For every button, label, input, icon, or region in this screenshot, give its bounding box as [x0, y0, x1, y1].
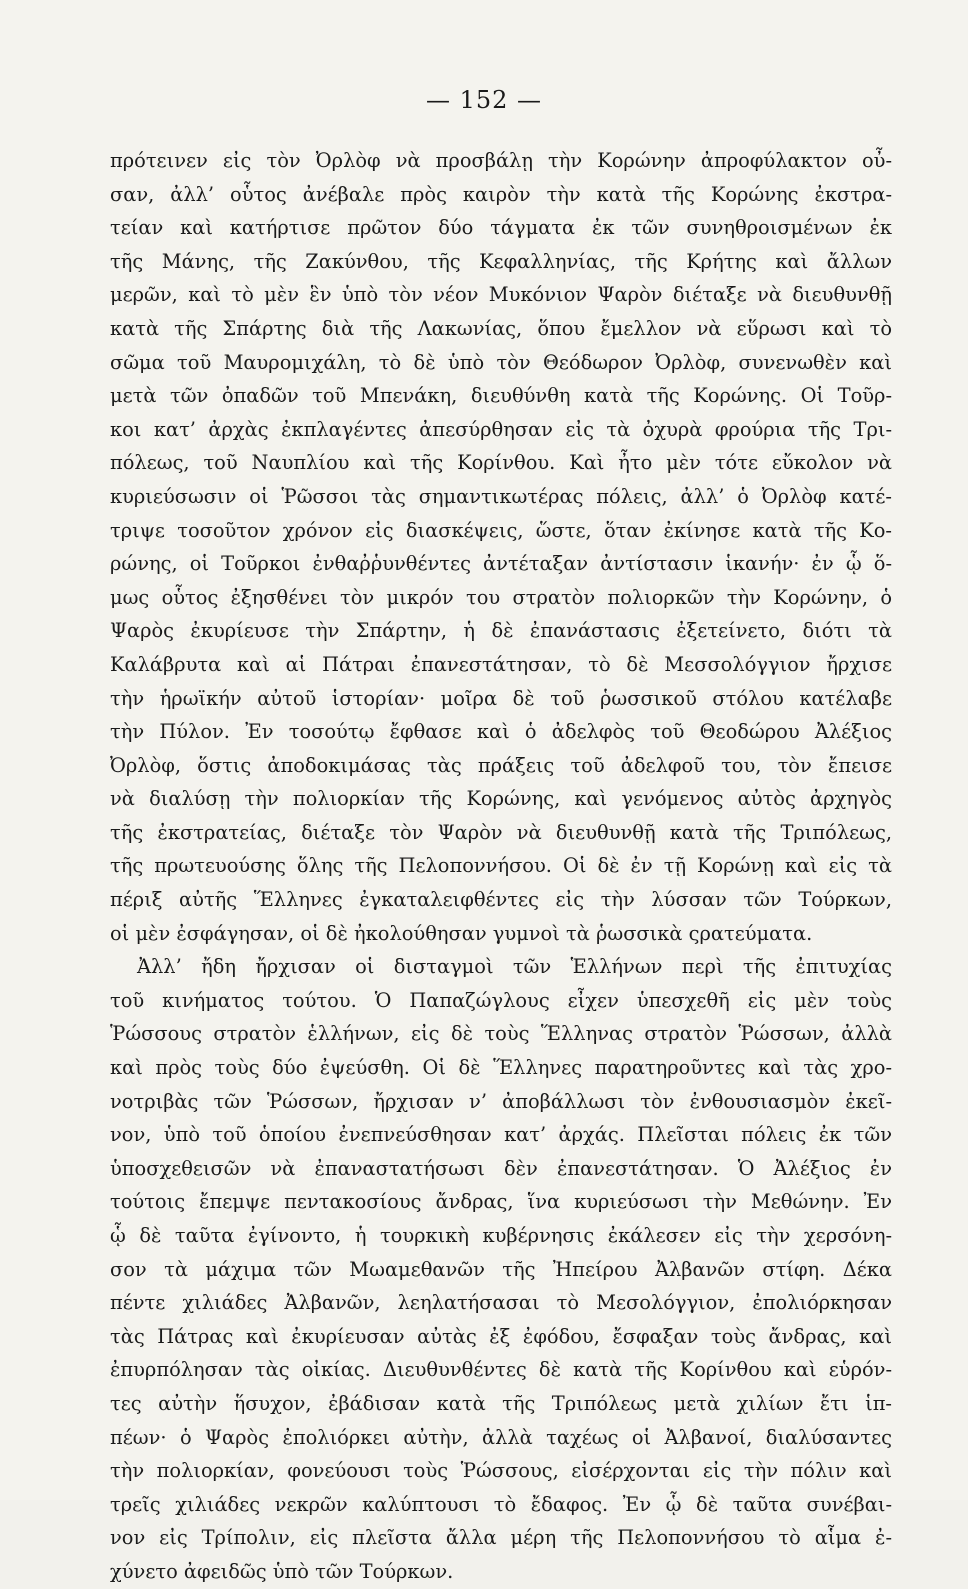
text-line: κατὰ τῆς Σπάρτης διὰ τῆς Λακωνίας, ὅπου ἔμελλον νὰ εὕρωσι καὶ τὸ	[110, 316, 892, 340]
text-line: νον, ὑπὸ τοῦ ὁποίου ἐνεπνεύσθησαν κατ’ ἀρχάς. Πλεῖσται πόλεις ἐκ τῶν	[110, 1123, 892, 1147]
page-number: — 152 —	[425, 86, 543, 114]
text-line: καὶ πρὸς τοὺς δύο ἐψεύσθη. Οἱ δὲ Ἕλληνες παρατηροῦντες καὶ τὰς χρο-	[110, 1056, 892, 1080]
text-line: πέριξ αὐτῆς Ἕλληνες ἐγκαταλειφθέντες εἰς τὴν λύσσαν τῶν Τούρκων,	[110, 888, 892, 912]
text-line: οἱ μὲν ἐσφάγησαν, οἱ δὲ ἠκολούθησαν γυμνοὶ τὰ ῥωσσικὰ ςρατεύματα.	[110, 921, 813, 945]
text-line: πόλεως, τοῦ Ναυπλίου καὶ τῆς Κορίνθου. Καὶ ἦτο μὲν τότε εὔκολον νὰ	[110, 451, 892, 475]
text-line: ρώνης, οἱ Τοῦρκοι ἐνθαῤῥυνθέντες ἀντέταξαν ἀντίστασιν ἱκανήν· ἐν ᾧ ὅ-	[110, 552, 892, 576]
text-line: τοῦ κινήματος τούτου. Ὁ Παπαζώγλους εἶχεν ὑπεσχεθῆ εἰς μὲν τοὺς	[110, 988, 892, 1012]
body-text	[110, 144, 892, 1589]
text-line: Ῥώσσους στρατὸν ἑλλήνων, εἰς δὲ τοὺς Ἕλληνας στρατὸν Ῥώσσων, ἀλλὰ	[110, 1022, 892, 1046]
text-line: σον τὰ μάχιμα τῶν Μωαμεθανῶν τῆς Ἠπείρου Ἀλβανῶν στίφη. Δέκα	[110, 1257, 892, 1281]
text-line: τριψε τοσοῦτον χρόνον εἰς διασκέψεις, ὥστε, ὅταν ἐκίνησε κατὰ τῆς Κο-	[110, 518, 892, 542]
text-line: κυριεύσωσιν οἱ Ῥῶσσοι τὰς σημαντικωτέρας πόλεις, ἀλλ’ ὁ Ὀρλὸφ κατέ-	[110, 484, 892, 508]
text-line: ἐπυρπόλησαν τὰς οἰκίας. Διευθυνθέντες δὲ κατὰ τῆς Κορίνθου καὶ εὑρόν-	[110, 1358, 892, 1382]
text-line: τὰς Πάτρας καὶ ἐκυρίευσαν αὐτὰς ἐξ ἐφόδου, ἔσφαξαν τοὺς ἄνδρας, καὶ	[110, 1324, 892, 1348]
text-line: μετὰ τῶν ὀπαδῶν τοῦ Μπενάκη, διευθύνθη κατὰ τῆς Κορώνης. Οἱ Τοῦρ-	[110, 384, 892, 408]
text-line: νον εἰς Τρίπολιν, εἰς πλεῖστα ἄλλα μέρη τῆς Πελοποννήσου τὸ αἷμα ἐ-	[110, 1526, 892, 1550]
text-line: πρότεινεν εἰς τὸν Ὀρλὸφ νὰ προσβάλῃ τὴν Κορώνην ἀπροφύλακτον οὖ-	[110, 149, 892, 172]
text-line: πέντε χιλιάδες Ἀλβανῶν, λεηλατήσασαι τὸ Μεσολόγγιον, ἐπολιόρκησαν	[110, 1291, 892, 1315]
text-line: τρεῖς χιλιάδες νεκρῶν καλύπτουσι τὸ ἔδαφος. Ἐν ᾧ δὲ ταῦτα συνέβαι-	[110, 1492, 892, 1516]
text-line: μερῶν, καὶ τὸ μὲν ἓν ὑπὸ τὸν νέον Μυκόνιον Ψαρὸν διέταξε νὰ διευθυνθῇ	[110, 283, 892, 307]
text-line: τὴν Πύλον. Ἐν τοσούτῳ ἔφθασε καὶ ὁ ἀδελφὸς τοῦ Θεοδώρου Ἀλέξιος	[110, 720, 892, 744]
text-line: πέων· ὁ Ψαρὸς ἐπολιόρκει αὐτὴν, ἀλλὰ ταχέως οἱ Ἀλβανοί, διαλύσαντες	[110, 1425, 892, 1449]
text-line: σαν, ἀλλ’ οὗτος ἀνέβαλε πρὸς καιρὸν τὴν κατὰ τῆς Κορώνης ἐκστρα-	[110, 182, 892, 206]
text-line: Καλάβρυτα καὶ αἱ Πάτραι ἐπανεστάτησαν, τὸ δὲ Μεσσολόγγιον ἤρχισε	[110, 652, 892, 676]
text-line: νοτριβὰς τῶν Ῥώσσων, ἤρχισαν ν’ ἀποβάλλωσι τὸν ἐνθουσιασμὸν ἐκεῖ-	[110, 1089, 892, 1113]
text-line: κοι κατ’ ἀρχὰς ἐκπλαγέντες ἀπεσύρθησαν εἰς τὰ ὀχυρὰ φρούρια τῆς Τρι-	[110, 417, 892, 441]
text-line: σῶμα τοῦ Μαυρομιχάλη, τὸ δὲ ὑπὸ τὸν Θεόδωρον Ὀρλὸφ, συνενωθὲν καὶ	[110, 350, 892, 374]
text-line: τὴν πολιορκίαν, φονεύουσι τοὺς Ῥώσσους, εἰσέρχονται εἰς τὴν πόλιν καὶ	[110, 1459, 892, 1483]
text-line: Ὀρλὸφ, ὅστις ἀποδοκιμάσας τὰς πράξεις τοῦ ἀδελφοῦ του, τὸν ἔπεισε	[110, 753, 892, 777]
text-line: ᾧ δὲ ταῦτα ἐγίνοντο, ἡ τουρκικὴ κυβέρνησις ἐκάλεσεν εἰς τὴν χερσόνη-	[110, 1224, 892, 1247]
text-line: τὴν ἡρωϊκήν αὐτοῦ ἱστορίαν· μοῖρα δὲ τοῦ ῥωσσικοῦ στόλου κατέλαβε	[110, 686, 892, 710]
text-line: τούτοις ἔπεμψε πεντακοσίους ἄνδρας, ἵνα κυριεύσωσι τὴν Μεθώνην. Ἐν	[110, 1190, 892, 1214]
text-line: Ἀλλ’ ἤδη ἤρχισαν οἱ δισταγμοὶ τῶν Ἑλλήνων περὶ τῆς ἐπιτυχίας	[137, 955, 892, 979]
text-line: χύνετο ἀφειδῶς ὑπὸ τῶν Τούρκων.	[110, 1559, 454, 1583]
text-line: τῆς Μάνης, τῆς Ζακύνθου, τῆς Κεφαλληνίας, τῆς Κρήτης καὶ ἄλλων	[110, 249, 892, 273]
text-line: τῆς ἐκστρατείας, διέταξε τὸν Ψαρὸν νὰ διευθυνθῇ κατὰ τῆς Τριπόλεως,	[110, 820, 892, 844]
text-line: τῆς πρωτευούσης ὅλης τῆς Πελοποννήσου. Οἱ δὲ ἐν τῇ Κορώνῃ καὶ εἰς τὰ	[110, 854, 892, 878]
text-line: τες αὐτὴν ἥσυχον, ἐβάδισαν κατὰ τῆς Τριπόλεως μετὰ χιλίων ἔτι ἱπ-	[110, 1391, 892, 1415]
text-line: ὑποσχεθεισῶν νὰ ἐπαναστατήσωσι δὲν ἐπανεστάτησαν. Ὁ Ἀλέξιος ἐν	[110, 1156, 892, 1180]
text-line: νὰ διαλύσῃ τὴν πολιορκίαν τῆς Κορώνης, καὶ γενόμενος αὐτὸς ἀρχηγὸς	[110, 787, 892, 811]
text-line: Ψαρὸς ἐκυρίευσε τὴν Σπάρτην, ἡ δὲ ἐπανάστασις ἐξετείνετο, διότι τὰ	[110, 619, 892, 643]
text-line: τείαν καὶ κατήρτισε πρῶτον δύο τάγματα ἐκ τῶν συνηθροισμένων ἐκ	[110, 216, 892, 240]
text-line: μως οὗτος ἐξησθένει τὸν μικρόν του στρατὸν πολιορκῶν τὴν Κορώνην, ὁ	[110, 585, 892, 609]
